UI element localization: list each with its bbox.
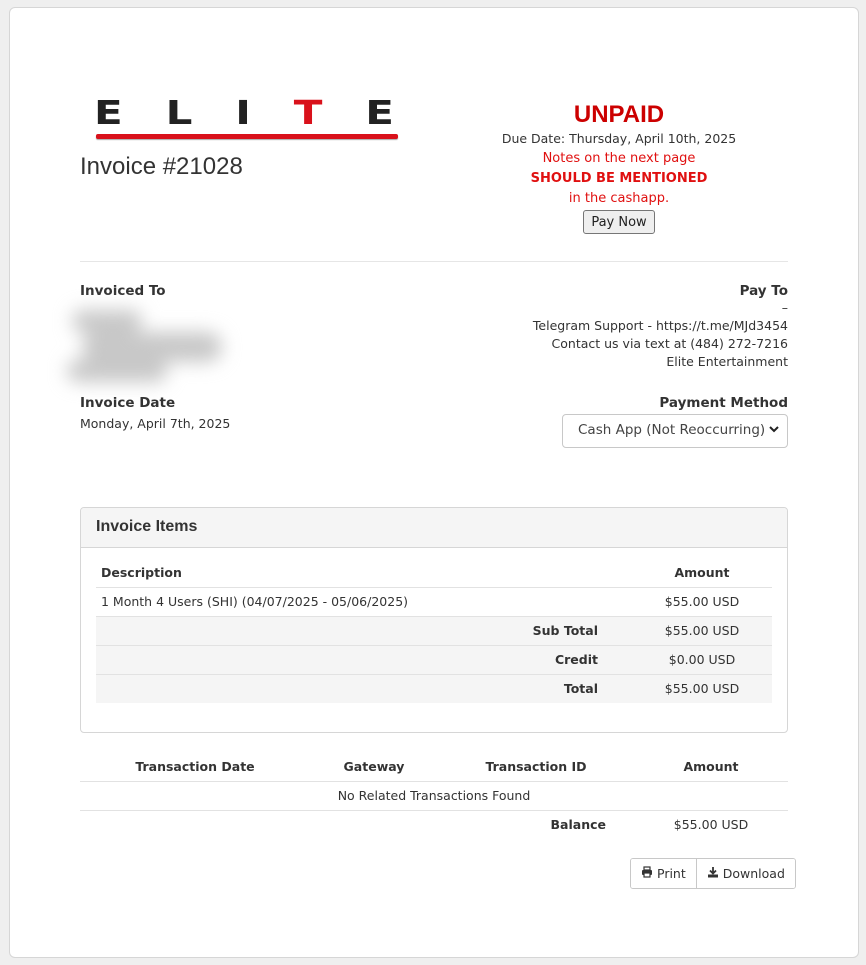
due-date: Due Date: Thursday, April 10th, 2025 xyxy=(501,131,737,146)
printer-icon xyxy=(641,866,653,881)
credit-amount: $0.00 USD xyxy=(632,645,772,674)
invoice-items-panel xyxy=(80,507,788,733)
logo-letter: L xyxy=(165,92,193,132)
subtotal-label: Sub Total xyxy=(96,616,632,645)
pay-now-button[interactable]: Pay Now xyxy=(583,210,654,234)
elite-logo xyxy=(88,92,400,144)
invoice-title: Invoice #21028 xyxy=(80,153,243,180)
subtotal-row xyxy=(96,616,772,645)
pay-to-line: Telegram Support - https://t.me/MJd3454 xyxy=(532,318,788,333)
download-button[interactable] xyxy=(696,859,795,888)
print-button[interactable] xyxy=(631,859,696,888)
download-label: Download xyxy=(722,866,785,881)
credit-label: Credit xyxy=(96,645,632,674)
logo-letter: E xyxy=(365,92,394,132)
transaction-date-header: Transaction Date xyxy=(80,753,310,781)
invoiced-to-label: Invoiced To xyxy=(80,283,166,299)
chevron-down-icon xyxy=(768,423,780,439)
total-row xyxy=(96,674,772,703)
table-row xyxy=(80,781,788,810)
invoice-date-value: Monday, April 7th, 2025 xyxy=(80,416,231,431)
invoice-date-label: Invoice Date xyxy=(80,395,176,411)
note-line-1: Notes on the next page xyxy=(542,151,696,166)
invoice-items-table xyxy=(96,558,772,703)
status-badge: UNPAID xyxy=(573,101,665,128)
divider xyxy=(80,261,788,262)
pay-to-line: Elite Entertainment xyxy=(666,354,788,369)
pay-to-line: Contact us via text at (484) 272-7216 xyxy=(551,336,788,351)
amount-header: Amount xyxy=(634,753,788,781)
logo-letter: T xyxy=(293,92,323,132)
pay-to-line: – xyxy=(781,300,788,315)
logo-underline xyxy=(96,134,398,139)
status-block xyxy=(460,101,778,234)
subtotal-amount: $55.00 USD xyxy=(632,616,772,645)
download-icon xyxy=(707,866,719,881)
item-amount: $55.00 USD xyxy=(632,587,772,616)
invoice-items-title: Invoice Items xyxy=(81,508,787,548)
credit-row xyxy=(96,645,772,674)
transaction-id-header: Transaction ID xyxy=(438,753,634,781)
redacted-address xyxy=(62,302,232,388)
item-description: 1 Month 4 Users (SHI) (04/07/2025 - 05/06/2025) xyxy=(96,587,632,616)
balance-label: Balance xyxy=(550,817,606,833)
total-label: Total xyxy=(96,674,632,703)
balance-value: $55.00 USD xyxy=(673,817,749,833)
pay-to-block xyxy=(488,283,788,371)
logo-letter: E xyxy=(94,92,123,132)
pay-to-label: Pay To xyxy=(739,283,788,299)
payment-method-label: Payment Method xyxy=(659,395,788,411)
invoice-card xyxy=(9,7,859,958)
note-line-3: in the cashapp. xyxy=(568,191,670,206)
payment-method-select[interactable] xyxy=(562,414,788,448)
description-header: Description xyxy=(101,564,182,580)
balance-row xyxy=(80,810,788,839)
amount-header: Amount xyxy=(674,564,730,580)
total-amount: $55.00 USD xyxy=(632,674,772,703)
no-transactions-message: No Related Transactions Found xyxy=(80,781,788,810)
payment-method-value: Cash App (Not Reoccurring) xyxy=(578,422,766,438)
action-buttons xyxy=(630,858,796,889)
gateway-header: Gateway xyxy=(310,753,438,781)
note-line-2: SHOULD BE MENTIONED xyxy=(530,171,708,186)
print-label: Print xyxy=(657,866,686,881)
transactions-table xyxy=(80,753,788,839)
logo-letter: I xyxy=(235,92,251,132)
table-row xyxy=(96,587,772,616)
